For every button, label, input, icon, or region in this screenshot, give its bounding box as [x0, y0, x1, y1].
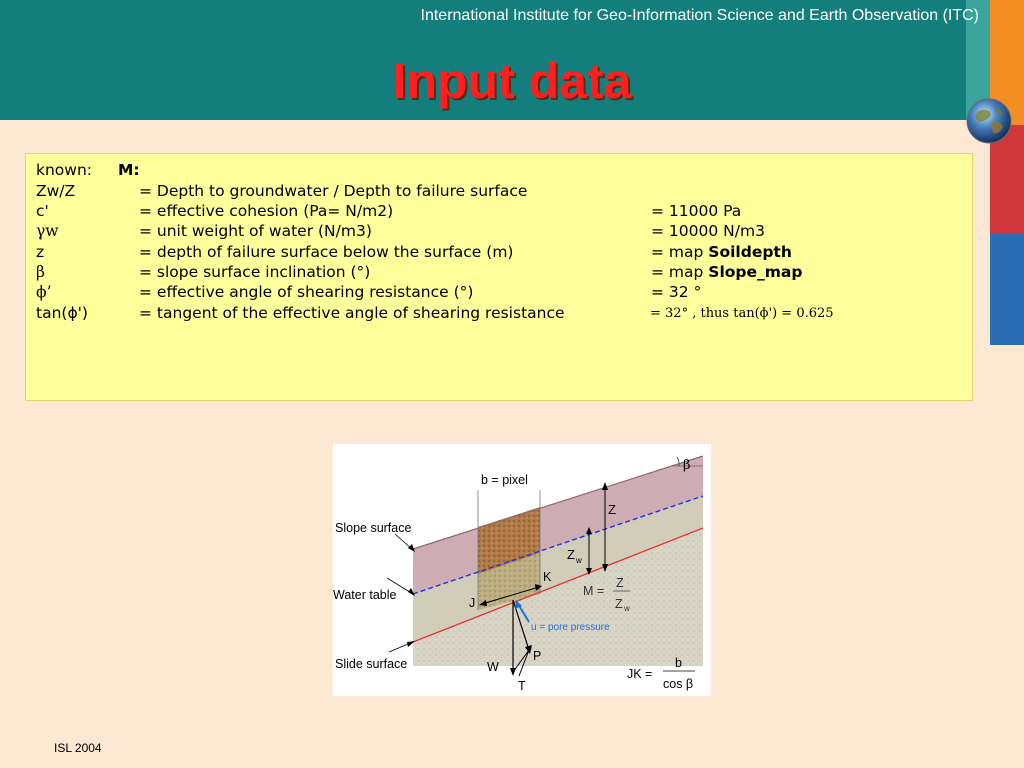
- water-table-label: Water table: [333, 588, 397, 602]
- jk-equation-label: JK =: [627, 667, 653, 681]
- slope-surface-label: Slope surface: [335, 521, 412, 535]
- known-value: M:: [118, 161, 140, 179]
- known-parameters-box: [25, 153, 973, 401]
- jk-numerator: b: [675, 656, 682, 670]
- map-name: Slope_map: [708, 263, 803, 281]
- param-symbol: β: [36, 263, 45, 281]
- known-label: known:: [36, 161, 93, 179]
- param-description: = tangent of the effective angle of shearing resistance: [139, 304, 565, 322]
- param-value-prefix: = map: [651, 243, 709, 261]
- m-equation-label: M =: [583, 584, 605, 598]
- param-description: = unit weight of water (N/m3): [139, 222, 372, 240]
- param-value: [651, 243, 792, 261]
- param-symbol: tan(ϕ'): [36, 304, 88, 322]
- param-value: = 32° , thus tan(ϕ') = 0.625: [650, 306, 834, 321]
- m-denominator-subscript: w: [624, 604, 630, 613]
- pore-pressure-label: u = pore pressure: [531, 622, 610, 633]
- page-title: Input data: [392, 53, 632, 109]
- param-value: [651, 263, 802, 281]
- param-value-prefix: = map: [651, 263, 709, 281]
- param-value: = 11000 Pa: [651, 202, 742, 220]
- m-denominator: Z: [615, 597, 623, 611]
- jk-denominator: cos β: [663, 677, 694, 691]
- param-symbol: z: [36, 243, 45, 261]
- w-label: W: [487, 660, 499, 674]
- zw-label: Z: [567, 547, 575, 562]
- param-symbol: γw: [36, 222, 59, 240]
- slide-surface-label: Slide surface: [335, 657, 408, 671]
- globe-icon: [965, 97, 1013, 145]
- z-arrowhead-top: [602, 482, 608, 490]
- footer-text: ISL 2004: [54, 741, 102, 755]
- param-value: = 10000 N/m3: [651, 222, 765, 240]
- t-label: T: [518, 679, 526, 693]
- slope-diagram: [333, 444, 711, 696]
- param-description: = effective cohesion (Pa= N/m2): [139, 202, 394, 220]
- j-label: J: [469, 596, 476, 610]
- beta-label: β: [683, 458, 691, 473]
- param-symbol: Zw/Z: [36, 182, 76, 200]
- blue-strip: [990, 233, 1024, 345]
- map-name: Soildepth: [708, 243, 792, 261]
- institution-name: International Institute for Geo-Information Science and Earth Observation (ITC): [420, 7, 979, 24]
- param-description: = depth of failure surface below the surface (m): [139, 243, 514, 261]
- zw-subscript: w: [576, 556, 582, 565]
- param-description: = slope surface inclination (°): [139, 263, 371, 281]
- p-label: P: [533, 649, 542, 663]
- slope-label-arrowhead: [408, 544, 415, 552]
- param-value: = 32 °: [651, 283, 702, 301]
- param-description: = Depth to groundwater / Depth to failure surface: [139, 182, 528, 200]
- param-description: = effective angle of shearing resistance (°): [139, 283, 474, 301]
- z-label: Z: [608, 502, 616, 517]
- param-symbol: ϕ’: [36, 283, 52, 301]
- pixel-label: b = pixel: [481, 473, 528, 487]
- param-symbol: c': [36, 202, 49, 220]
- m-numerator: Z: [616, 576, 624, 590]
- k-label: K: [543, 570, 552, 584]
